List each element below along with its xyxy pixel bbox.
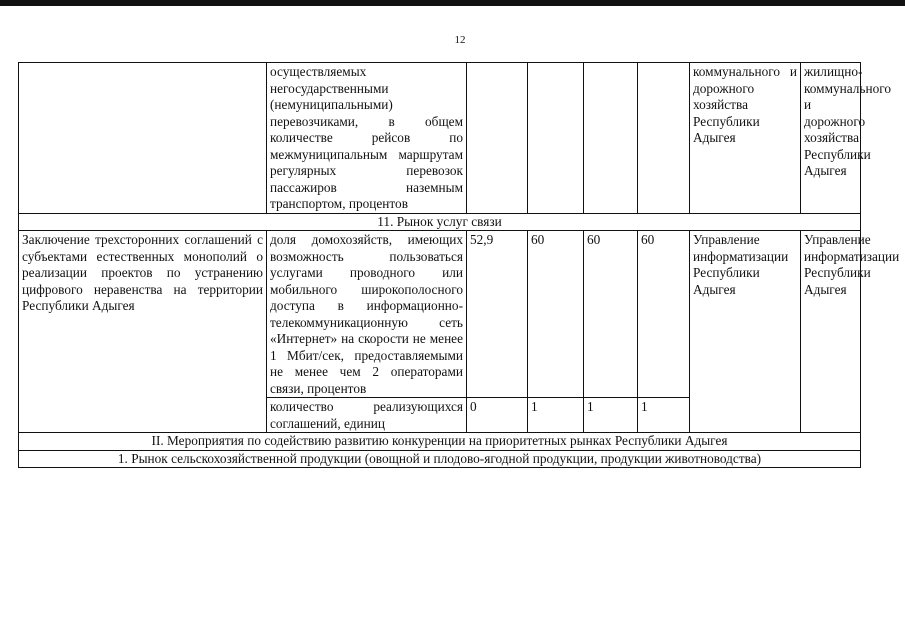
value-cell	[528, 63, 584, 214]
page-number: 12	[454, 34, 466, 46]
indicator-cell: количество реализующихся соглашений, единиц	[267, 398, 467, 433]
section-row	[19, 433, 861, 451]
responsible-cell: Управление информатизации Республики Адыгея	[801, 231, 861, 433]
page-top-border	[0, 0, 905, 6]
value-cell: 1	[584, 398, 638, 433]
value-cell: 60	[528, 231, 584, 398]
value-cell: 52,9	[467, 231, 528, 398]
continued-row	[19, 63, 861, 214]
executor-cell: Управление информатизации Республики Адыгея	[690, 231, 801, 433]
measure-cell: Заключение трехсторонних соглашений с субъектами естественных монополий о реализации проектов по устранению цифрового неравенства на территории Республики Адыгея	[19, 231, 267, 433]
indicator-cell: осуществляемых негосударственными (немуниципальными) перевозчиками, в общем количестве рейсов по межмуниципальным маршрутам регулярных перевозок пассажиров наземным транспортом, процентов	[267, 63, 467, 214]
value-cell: 60	[584, 231, 638, 398]
section-II-title: II. Мероприятия по содействию развитию конкуренции на приоритетных рынках Республики Адыгея	[19, 433, 861, 451]
section-1-title: 1. Рынок сельскохозяйственной продукции (овощной и плодово-ягодной продукции, продукции животноводства)	[19, 450, 861, 468]
value-cell: 0	[467, 398, 528, 433]
section-row	[19, 213, 861, 231]
section-row	[19, 450, 861, 468]
value-cell: 1	[528, 398, 584, 433]
value-cell	[638, 63, 690, 214]
value-cell: 1	[638, 398, 690, 433]
section-11-title: 11. Рынок услуг связи	[19, 213, 861, 231]
measures-table	[18, 62, 900, 468]
responsible-cell: жилищно-коммунального и дорожного хозяйства Республики Адыгея	[801, 63, 861, 214]
executor-cell: коммунального и дорожного хозяйства Республики Адыгея	[690, 63, 801, 214]
value-cell	[584, 63, 638, 214]
value-cell	[467, 63, 528, 214]
indicator-cell: доля домохозяйств, имеющих возможность пользоваться услугами проводного или мобильного широкополосного доступа в информационно-телекоммуникационную сеть «Интернет» на скорости не менее 1 Мбит/сек, предоставляемыми не менее чем 2 операторами связи, процентов	[267, 231, 467, 398]
table-row	[19, 231, 861, 398]
value-cell: 60	[638, 231, 690, 398]
measure-cell-empty	[19, 63, 267, 214]
